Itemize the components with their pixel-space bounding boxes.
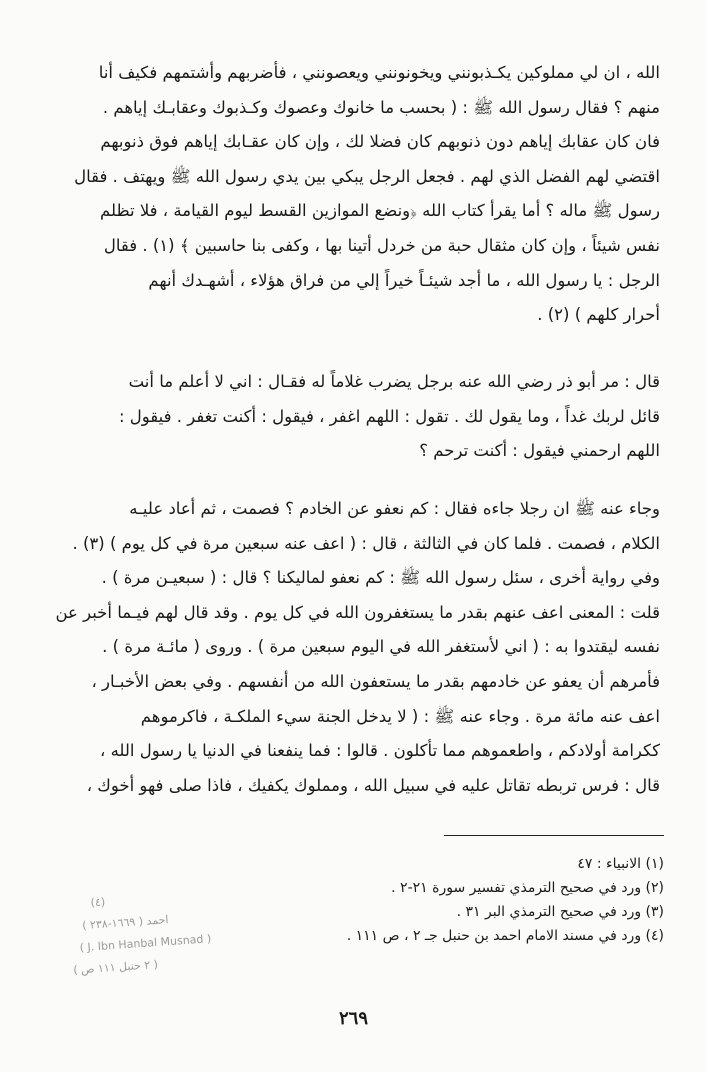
- text-line: وفي رواية أخرى ، سئل رسول الله ﷺ : كم نعفو لماليكنا ؟ قال : ( سبعيـن مرة ) .: [101, 568, 660, 588]
- text-line: وجاء عنه ﷺ ان رجلا جاءه فقال : كم نعفو عن الخادم ؟ فصمت ، ثم أعاد عليـه: [129, 499, 660, 518]
- text-line: الله ، ان لي مملوكين يكـذبونني ويخونونني ويعصونني ، فأضربهم وأشتمهم فكيف أنا: [98, 63, 660, 82]
- text-line: فأمرهم أن يعفو عن خادمهم بقدر ما يستعفون الله من أنفسهم . وفي بعض الأخبـار ،: [91, 671, 660, 691]
- pencil-note-line: ( J. Ibn Hanbal Musnad ): [79, 932, 212, 955]
- paragraph-master-servants: [48, 56, 660, 333]
- pencil-note-line: ( ٢ حنبل ١١١ ص ): [72, 957, 159, 977]
- text-line: رسول ﷺ ماله ؟ أما يقرأ كتاب الله ﴿ونضع الموازين القسط ليوم القيامة ، فلا تظلم: [100, 201, 660, 221]
- handwritten-pencil-note: [68, 880, 274, 982]
- text-line: اقتضي لهم الفضل الذي لهم . فجعل الرجل يبكي بين يدي رسول الله ﷺ ويهتف . فقال: [74, 166, 660, 186]
- footnote: (٢) ورد في صحيح الترمذي تفسير سورة ٢١-٢ .: [391, 880, 664, 896]
- footnote-divider: [444, 835, 664, 836]
- pencil-note-line: ( ١٦٦٩-٢٣٨ ) احمد: [81, 913, 169, 933]
- text-line: نفس شيئاً ، وإن كان مثقال حبة من خردل أتينا بها ، وكفى بنا حاسبين ﴾ (١) . فقال: [103, 235, 660, 255]
- footnotes: [280, 852, 664, 948]
- paragraph-abu-dharr: [48, 365, 660, 469]
- footnote: (٤) ورد في مسند الامام احمد بن حنبل جـ ٢ ، ص ١١١ .: [346, 928, 664, 944]
- text-line: قال : فرس تربطه تقاتل عليه في سبيل الله ، ومملوك يكفيك ، فاذا صلى فهو أخوك ،: [86, 775, 660, 795]
- text-line: أحرار كلهم ) (٢) .: [537, 305, 660, 325]
- text-line: قائل لربك غداً ، وما يقول لك . تقول : اللهم اغفر ، فيقول : أكنت تغفر . فيقول :: [118, 406, 660, 426]
- text-line: اللهم ارحمني فيقول : أكنت ترحم ؟: [419, 441, 660, 461]
- text-line: قلت : المعنى اعف عنهم بقدر ما يستغفرون الله في كل يوم . وقد قال لهم فيـما أخبر عن: [55, 602, 660, 622]
- text-line: منهم ؟ فقال رسول الله ﷺ : ( بحسب ما خانوك وعصوك وكـذبوك وعقابـك إياهم .: [102, 97, 660, 117]
- footnote: (٣) ورد في صحيح الترمذي البر ٣١ .: [456, 904, 664, 920]
- text-line: ككرامة أولادكم ، واطعموهم مما تأكلون . قالوا : فما ينفعنا في الدنيا يا رسول الله ،: [100, 741, 660, 761]
- pencil-note-line: (٤): [90, 895, 106, 910]
- text-line: فان كان عقابك إياهم دون ذنوبهم كان فضلا لك ، وإن كان عقـابك إياهم فوق ذنوبهم: [100, 132, 660, 152]
- text-line: اعف عنه مائة مرة . وجاء عنه ﷺ : ( لا يدخل الجنة سيء الملكـة ، فاكرموهم: [140, 706, 660, 726]
- text-line: قال : مر أبو ذر رضي الله عنه برجل يضرب غلاماً له فقـال : اني لا أعلم ما أنت: [128, 372, 660, 391]
- text-line: الرجل : يا رسول الله ، ما أجد شيئـاً خيراً إلي من فراق هؤلاء ، أشهـدك أنهم: [148, 270, 660, 290]
- text-line: نفسه ليقتدوا به : ( اني لأستغفر الله في اليوم سبعين مرة ) . وروى ( مائـة مرة ) .: [102, 637, 660, 657]
- footnote: (١) الانبياء : ٤٧: [577, 856, 664, 872]
- paragraph-forgiveness: [48, 492, 660, 803]
- text-line: الكلام ، فصمت . فلما كان في الثالثة ، قال : ( اعف عنه سبعين مرة في كل يوم ) (٣) .: [72, 533, 660, 553]
- page-number: ٢٦٩: [338, 1008, 368, 1029]
